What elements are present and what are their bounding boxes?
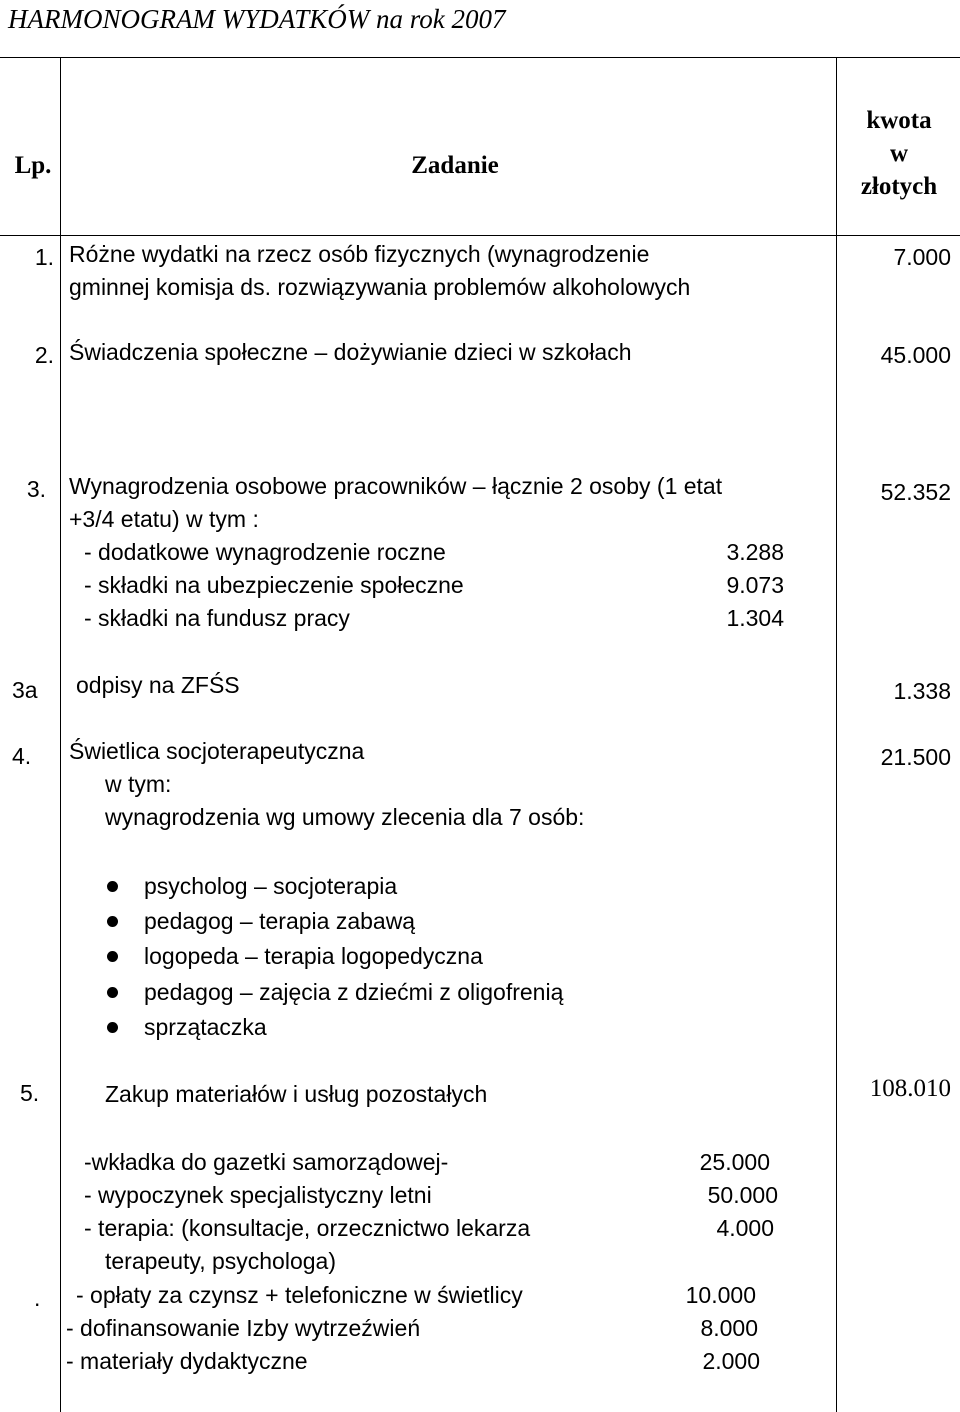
row-4-bullet-item: pedagog – terapia zabawą [144, 908, 416, 934]
row-3-item-value: 1.304 [726, 605, 784, 631]
bullet-icon [107, 916, 118, 927]
bullet-icon [107, 1022, 118, 1033]
bullet-icon [107, 881, 118, 892]
row-5-item-value: 50.000 [707, 1182, 778, 1208]
row-5-lp: 5. [20, 1080, 40, 1106]
row-3a-text: odpisy na ZFŚS [76, 672, 240, 698]
header-kwota-line3: złotych [860, 173, 938, 200]
column-divider-kwota [836, 57, 837, 1412]
row-3-amount: 52.352 [880, 479, 951, 505]
header-kwota-line1: kwota [866, 107, 932, 134]
row-3-lp: 3. [26, 476, 46, 502]
row-2-amount: 45.000 [880, 342, 951, 368]
row-3-text-line2: +3/4 etatu) w tym : [69, 506, 259, 532]
bullet-icon [107, 951, 118, 962]
row-1-text-line1: Różne wydatki na rzecz osób fizycznych (wynagrodzenie [69, 241, 650, 267]
row-5-item-value: 10.000 [685, 1282, 756, 1308]
row-4-lp: 4. [12, 743, 32, 769]
row-5-item-label: - materiały dydaktyczne [66, 1348, 308, 1374]
row-3-item-value: 9.073 [726, 572, 784, 598]
row-5-item-label: -wkładka do gazetki samorządowej- [84, 1149, 449, 1175]
row-4-bullet-item: psycholog – socjoterapia [144, 873, 398, 899]
header-lp: Lp. [14, 152, 52, 179]
row-5-dot: . [34, 1285, 41, 1311]
row-4-text-line3: wynagrodzenia wg umowy zlecenia dla 7 osób: [105, 804, 585, 830]
row-3-item-label: - składki na fundusz pracy [84, 605, 350, 631]
row-1-text-line2: gminnej komisja ds. rozwiązywania problemów alkoholowych [69, 274, 691, 300]
header-zadanie: Zadanie [411, 152, 499, 179]
document-title: HARMONOGRAM WYDATKÓW na rok 2007 [8, 4, 506, 34]
row-4-text-line2: w tym: [105, 771, 172, 797]
row-4-amount: 21.500 [880, 744, 951, 770]
row-4-bullet-item: sprzątaczka [144, 1014, 267, 1040]
row-5-item-label: - wypoczynek specjalistyczny letni [84, 1182, 432, 1208]
row-3-item-label: - składki na ubezpieczenie społeczne [84, 572, 464, 598]
table-top-border [0, 57, 960, 58]
row-5-item-value: 25.000 [699, 1149, 770, 1175]
row-4-bullet-item: logopeda – terapia logopedyczna [144, 943, 483, 969]
row-5-item-label: terapeuty, psychologa) [105, 1248, 336, 1274]
column-divider-lp [60, 57, 61, 1412]
row-3-item-label: - dodatkowe wynagrodzenie roczne [84, 539, 446, 565]
row-5-item-label: - terapia: (konsultacje, orzecznictwo lekarza [84, 1215, 531, 1241]
row-4-bullet-item: pedagog – zajęcia z dziećmi z oligofrenią [144, 979, 564, 1005]
header-kwota-line2: w [889, 140, 909, 167]
row-5-item-value: 2.000 [702, 1348, 760, 1374]
row-3-item-value: 3.288 [726, 539, 784, 565]
header-bottom-border [0, 235, 960, 236]
row-3a-lp: 3a [12, 677, 38, 703]
row-3a-amount: 1.338 [893, 678, 951, 704]
row-5-item-label: - dofinansowanie Izby wytrzeźwień [66, 1315, 421, 1341]
row-1-amount: 7.000 [893, 244, 951, 270]
row-2-text: Świadczenia społeczne – dożywianie dzieci w szkołach [69, 339, 632, 365]
row-2-lp: 2. [34, 342, 54, 368]
row-5-item-value: 8.000 [700, 1315, 758, 1341]
row-1-lp: 1. [34, 244, 54, 270]
row-4-text-line1: Świetlica socjoterapeutyczna [69, 738, 365, 764]
bullet-icon [107, 987, 118, 998]
row-5-item-value: 4.000 [716, 1215, 774, 1241]
row-3-text-line1: Wynagrodzenia osobowe pracowników – łącznie 2 osoby (1 etat [69, 473, 723, 499]
row-5-text: Zakup materiałów i usług pozostałych [105, 1081, 488, 1107]
header-kwota [838, 104, 960, 203]
row-5-item-label: - opłaty za czynsz + telefoniczne w świetlicy [76, 1282, 523, 1308]
row-5-amount: 108.010 [869, 1075, 951, 1102]
